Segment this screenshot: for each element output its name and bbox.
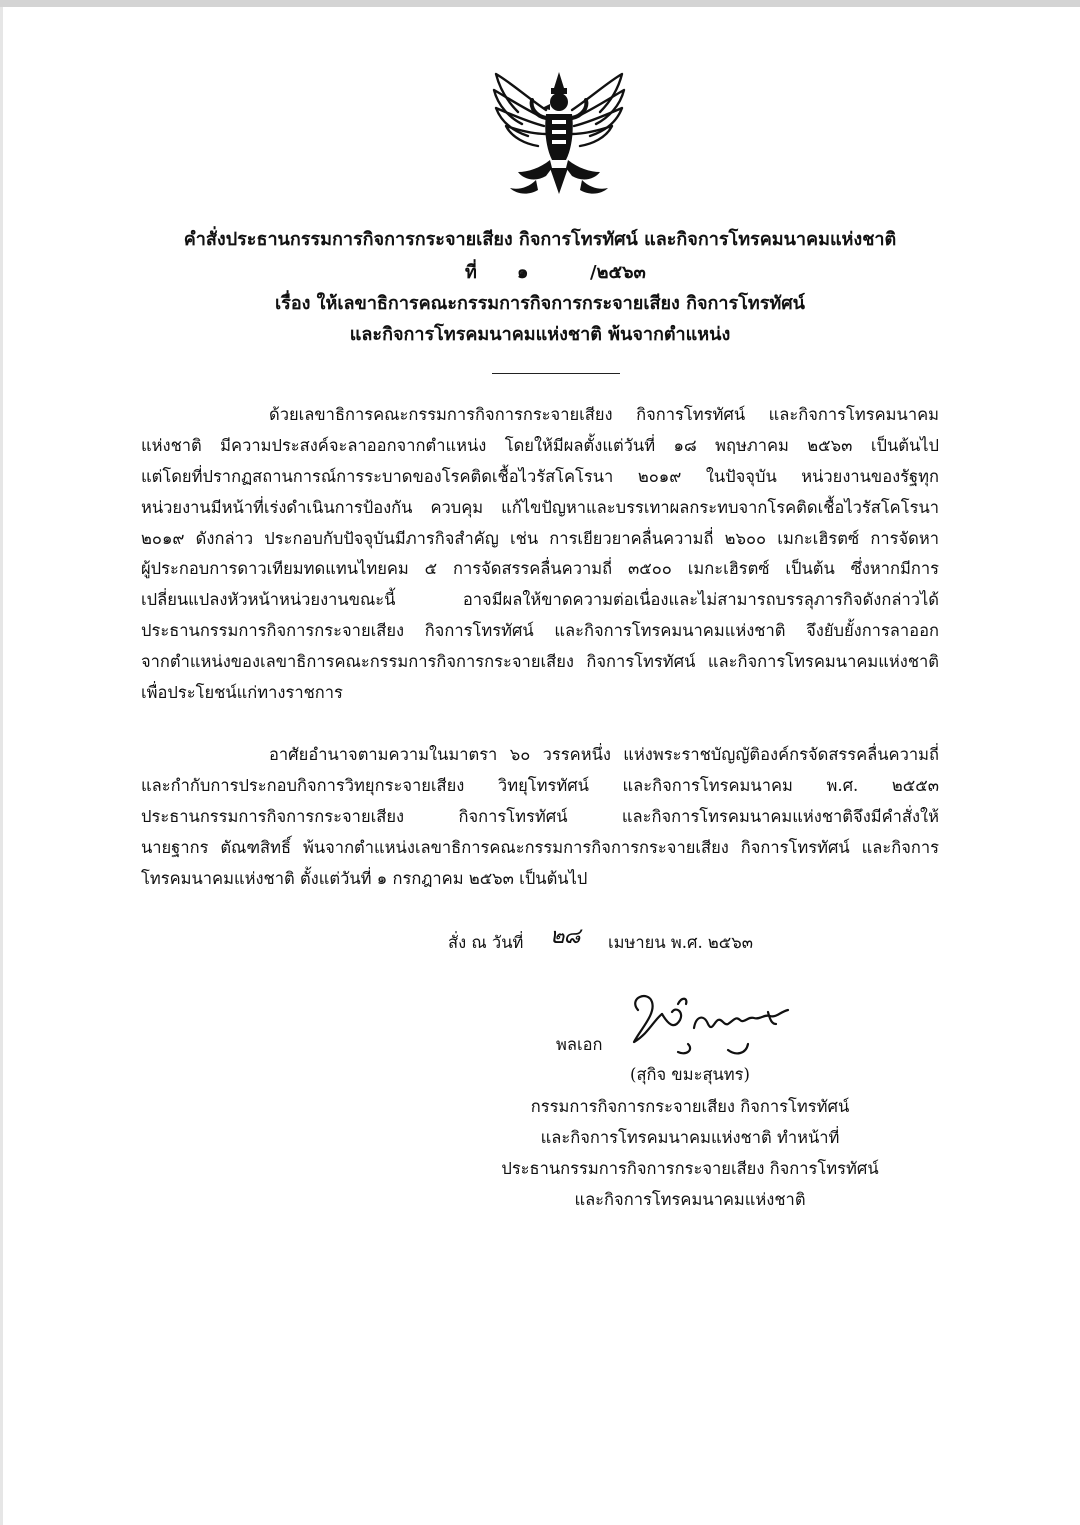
paragraph-line: อาศัยอำนาจตามความในมาตรา ๖๐ วรรคหนึ่ง แห่งพระราชบัญญัติองค์กรจัดสรรคลื่นความถี่: [269, 745, 939, 764]
paragraph-line: ผู้ประกอบการดาวเทียมทดแทนไทยคม ๕ การจัดสรรคลื่นความถี่ ๓๕๐๐ เมกะเฮิรตซ์ เป็นต้น ซึ่งหากมีการ: [141, 559, 939, 579]
paragraph-line: และกำกับการประกอบกิจการวิทยุกระจายเสียง วิทยุโทรทัศน์ และกิจการโทรคมนาคม พ.ศ. ๒๕๕๓: [141, 775, 939, 795]
order-number-prefix: ที่: [465, 262, 477, 283]
subject-line-2: และกิจการโทรคมนาคมแห่งชาติ พ้นจากตำแหน่ง: [349, 324, 731, 345]
date-prefix: สั่ง ณ วันที่: [448, 933, 524, 952]
paragraph-line: ด้วยเลขาธิการคณะกรรมการกิจการกระจายเสียง กิจการโทรทัศน์ และกิจการโทรคมนาคม: [269, 405, 939, 424]
date-day-handwritten: ๒๘: [550, 924, 580, 949]
order-number-year: /๒๕๖๓: [590, 262, 646, 283]
order-number: [0, 258, 1080, 288]
heading-divider: [492, 373, 620, 374]
paragraph-line: แห่งชาติ มีความประสงค์จะลาออกจากตำแหน่ง โดยให้มีผลตั้งแต่วันที่ ๑๘ พฤษภาคม ๒๕๖๓ เป็นต้นไป: [141, 435, 939, 455]
paragraph-line: แต่โดยที่ปรากฏสถานการณ์การระบาดของโรคติดเชื้อไวรัสโคโรนา ๒๐๑๙ ในปัจจุบัน หน่วยงานของรัฐทุก: [141, 466, 939, 486]
signatory-position-line: ประธานกรรมการกิจการกระจายเสียง กิจการโทรทัศน์: [501, 1159, 879, 1178]
paragraph-line: จากตำแหน่งของเลขาธิการคณะกรรมการกิจการกระจายเสียง กิจการโทรทัศน์ และกิจการโทรคมนาคมแห่งชาติ: [141, 652, 939, 672]
signatory-rank: พลเอก: [556, 1035, 603, 1054]
signatory-position-line: และกิจการโทรคมนาคมแห่งชาติ: [574, 1190, 806, 1209]
paragraph-line: หน่วยงานมีหน้าที่เร่งดำเนินการป้องกัน ควบคุม แก้ไขปัญหาและบรรเทาผลกระทบจากโรคติดเชื้อไวรัสโคโรนา: [141, 497, 939, 517]
order-title: คำสั่งประธานกรรมการกิจการกระจายเสียง กิจการโทรทัศน์ และกิจการโทรคมนาคมแห่งชาติ: [183, 229, 897, 250]
signatory-name: (สุกิจ ขมะสุนทร): [630, 1065, 750, 1084]
signatory-position-line: และกิจการโทรคมนาคมแห่งชาติ ทำหน้าที่: [540, 1128, 840, 1147]
paragraph-1: [141, 400, 939, 709]
page-left-edge: [0, 7, 3, 1525]
paragraph-line: ๒๐๑๙ ดังกล่าว ประกอบกับปัจจุบันมีภารกิจสำคัญ เช่น การเยียวยาคลื่นความถี่ ๒๖๐๐ เมกะเฮิรตซ์ การจัดหา: [141, 528, 939, 548]
paragraph-line: เปลี่ยนแปลงหัวหน้าหน่วยงานขณะนี้ อาจมีผลให้ขาดความต่อเนื่องและไม่สามารถบรรลุภารกิจดังกล่าวได้: [141, 590, 939, 610]
handwritten-signature-icon: [618, 990, 798, 1060]
paragraph-line: ประธานกรรมการกิจการกระจายเสียง กิจการโทรทัศน์ และกิจการโทรคมนาคมแห่งชาติจึงมีคำสั่งให้: [141, 806, 939, 826]
signatory-position-line: กรรมการกิจการกระจายเสียง กิจการโทรทัศน์: [530, 1097, 850, 1116]
paragraph-2: [141, 740, 939, 894]
garuda-emblem-icon: [488, 68, 630, 198]
subject-line-1: เรื่อง ให้เลขาธิการคณะกรรมการกิจการกระจายเสียง กิจการโทรทัศน์: [275, 293, 805, 314]
paragraph-line: เพื่อประโยชน์แก่ทางราชการ: [141, 683, 343, 703]
paragraph-line: นายฐากร ตัณฑสิทธิ์ พ้นจากตำแหน่งเลขาธิการคณะกรรมการกิจการกระจายเสียง กิจการโทรทัศน์ และกิจการ: [141, 837, 939, 857]
page-top-edge: [0, 0, 1080, 7]
date-month-year: เมษายน พ.ศ. ๒๕๖๓: [608, 933, 754, 952]
paragraph-line: ประธานกรรมการกิจการกระจายเสียง กิจการโทรทัศน์ และกิจการโทรคมนาคมแห่งชาติ จึงยับยั้งการลาออก: [141, 621, 939, 641]
order-date: [0, 924, 1080, 958]
order-number-value: ๑: [517, 262, 529, 283]
paragraph-line: โทรคมนาคมแห่งชาติ ตั้งแต่วันที่ ๑ กรกฎาคม ๒๕๖๓ เป็นต้นไป: [141, 868, 588, 888]
